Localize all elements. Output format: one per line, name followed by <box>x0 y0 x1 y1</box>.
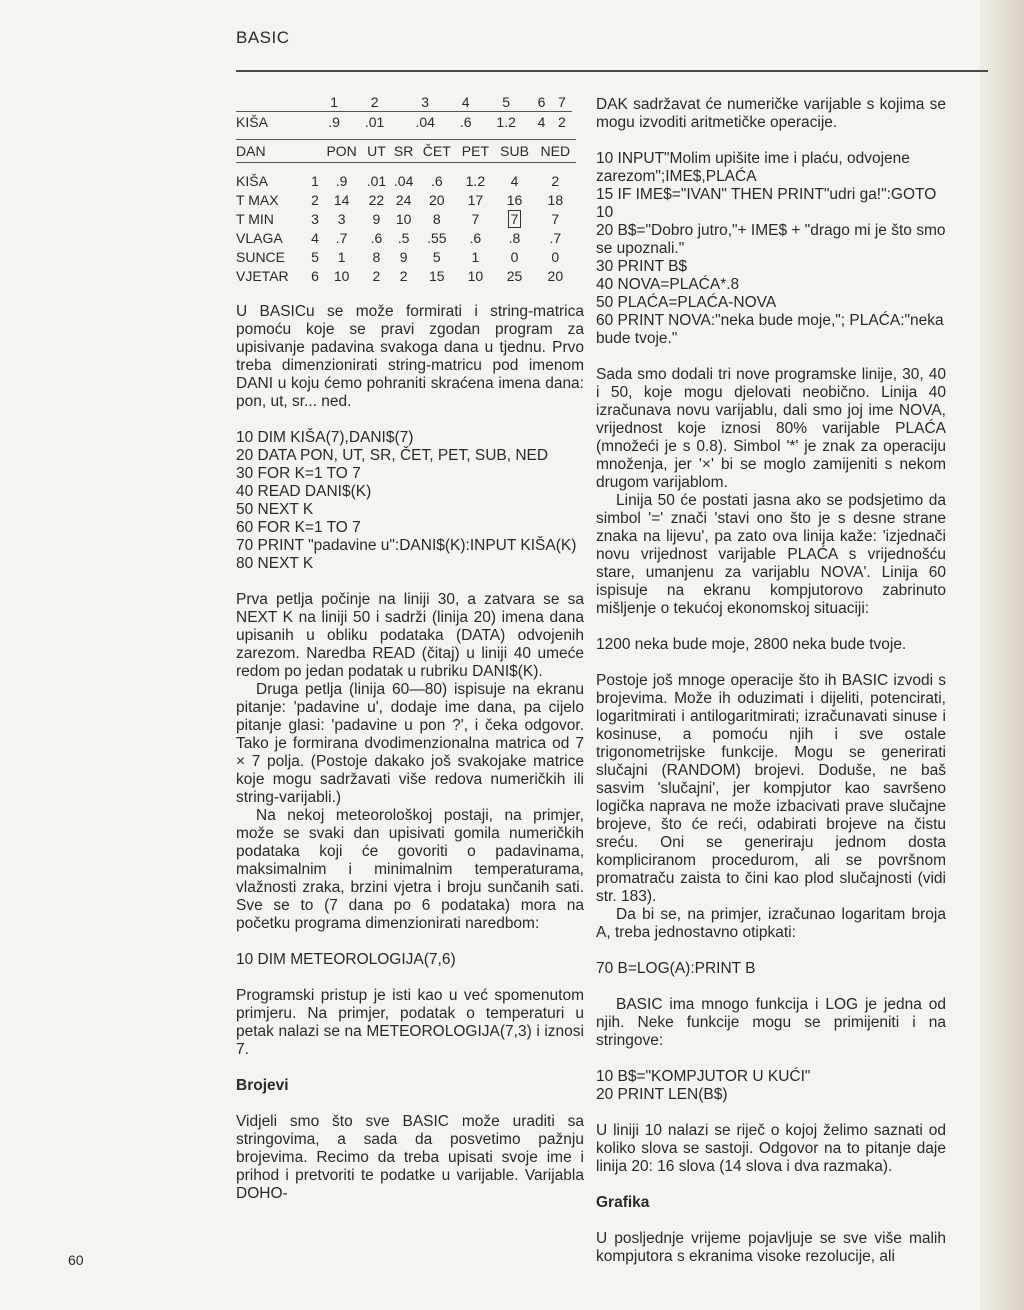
table-cell: 1 <box>311 172 319 189</box>
code-line: 60 PRINT NOVA:"neka bude moje,"; PLAĆA:"neka bude tvoje." <box>596 312 948 347</box>
header-rule <box>236 70 988 72</box>
code-line: 40 READ DANI$(K) <box>236 483 372 500</box>
paragraph: Prva petlja počinje na liniji 30, a zatvara se sa NEXT K na liniji 50 i sadrži (linija 20) imena dana upisanih u obliku podataka (DATA) odvojenih zarezom. Naredba READ (čitaj) u liniji 40 umeće redom po jedan podatak u rubriku DANI$(K). <box>236 591 584 680</box>
table-cell: 1.2 <box>465 172 486 189</box>
table-cell: .7 <box>335 229 348 246</box>
table-cell: 17 <box>467 191 484 208</box>
table-cell: .5 <box>397 229 410 246</box>
code-line: 80 NEXT K <box>236 555 314 572</box>
code-line: 10 INPUT"Molim upišite ime i plaću, odvojene zarezom";IME$,PLAĆA <box>596 150 915 185</box>
boxed-value: 7 <box>508 210 522 228</box>
table-row <box>236 92 572 112</box>
table-cell: 4 <box>510 172 519 189</box>
code-line: 30 PRINT B$ <box>596 258 688 275</box>
column-header: UT <box>363 140 390 163</box>
table-cell: 15 <box>429 267 445 284</box>
paragraph: BASIC ima mnogo funkcija i LOG je jedna od njih. Neke funkcije mogu se primijeniti i na stringove: <box>596 996 946 1049</box>
table-cell: 8 <box>432 210 441 227</box>
table-cell: .01 <box>366 172 387 189</box>
table-cell: .55 <box>427 229 447 246</box>
table-header-row <box>236 140 576 163</box>
table-row <box>236 190 576 209</box>
table-cell: 0 <box>551 248 560 265</box>
program-output: 1200 neka bude moje, 2800 neka bude tvoje. <box>596 636 907 653</box>
code-line: 50 PLAĆA=PLAĆA-NOVA <box>596 294 777 311</box>
code-listing <box>596 150 950 348</box>
table-cell: 10 <box>395 210 412 227</box>
table-cell: VJETAR <box>236 267 289 284</box>
table-cell: 5 <box>311 248 319 265</box>
table-cell: 6 <box>311 267 319 284</box>
table-cell: 2 <box>399 267 408 284</box>
table-cell: 9 <box>399 248 408 265</box>
column-header: DAN <box>236 140 310 163</box>
table-cell: .04 <box>393 172 414 189</box>
right-column <box>596 96 950 1266</box>
page-number: 60 <box>68 1252 84 1268</box>
table-cell: 3 <box>400 92 451 112</box>
table-cell: 2 <box>551 172 560 189</box>
table-cell: .9 <box>335 172 348 189</box>
table-cell: 5 <box>432 248 441 265</box>
table-cell: 3 <box>311 210 319 227</box>
table-cell: 25 <box>506 267 523 284</box>
table-cell: 20 <box>547 267 564 284</box>
table-cell: .9 <box>328 113 340 130</box>
table-cell: 1 <box>337 248 346 265</box>
code-line: 40 NOVA=PLAĆA*.8 <box>596 276 740 293</box>
table-cell: KIŠA <box>236 172 268 189</box>
table-cell: 7 <box>552 92 572 112</box>
table-row <box>236 228 576 247</box>
code-line: 20 PRINT LEN(B$) <box>596 1086 728 1103</box>
code-line: 70 B=LOG(A):PRINT B <box>596 960 756 977</box>
table-cell: 2 <box>557 113 566 130</box>
table-cell: SUNCE <box>236 248 286 265</box>
table-cell: VLAGA <box>236 229 283 246</box>
code-line: 50 NEXT K <box>236 501 314 518</box>
rainfall-table <box>236 92 572 131</box>
table-cell: 9 <box>372 210 381 227</box>
paragraph: Na nekoj meteorološkoj postaji, na primjer, može se svaki dan upisivati gomila numeričkih podataka koji će govoriti o padavinama, maksimalnim i minimalnim temperaturama, vlažnosti zraka, brzini vjetra i broju sunčanih sati. Sve se to (7 dana po 6 podataka) mora na početku programa dimenzionirati naredbom: <box>236 807 584 932</box>
section-heading: Brojevi <box>236 1077 289 1094</box>
column-header <box>310 140 321 163</box>
column-header: PON <box>320 140 362 163</box>
code-line: 10 B$="KOMPJUTOR U KUĆI" <box>596 1068 811 1085</box>
paragraph: Da bi se, na primjer, izračunao logaritam broja A, treba jednostavno otipkati: <box>596 906 946 941</box>
table-cell: 1 <box>319 92 349 112</box>
highlighted-cell <box>494 209 534 228</box>
paragraph: Programski pristup je isti kao u već spomenutom primjeru. Na primjer, podatak o temperaturi u petak nalazi se na METEOROLOGIJA(7,3) i iznosi 7. <box>236 987 584 1058</box>
table-row <box>236 247 576 266</box>
table-row-label: KIŠA <box>236 113 268 130</box>
section-heading: Grafika <box>596 1194 650 1211</box>
table-cell: 0 <box>510 248 519 265</box>
table-cell: .6 <box>430 172 443 189</box>
table-cell: 1.2 <box>496 113 516 130</box>
paragraph: DAK sadržavat će numeričke varijable s kojima se mogu izvoditi aritmetičke operacije. <box>596 96 946 131</box>
table-cell: 4 <box>537 113 546 130</box>
table-cell: 20 <box>429 191 445 208</box>
table-cell: 6 <box>531 92 551 112</box>
column-header: SR <box>390 140 417 163</box>
table-cell: 4 <box>311 229 319 246</box>
paragraph: Druga petlja (linija 60—80) ispisuje na ekranu pitanje: 'padavine u', dodaje ime dana, pa cijelo pitanje glasi: 'padavine u pon ?', i čeka odgovor. Tako je formirana dvodimenzionalna matrica od 7 × 7 polja. (Postoje dakako još svakojake matrice koje mogu sadržavati više redova numeričkih ili string-varijabli.) <box>236 681 584 806</box>
table-cell: .8 <box>508 229 521 246</box>
code-line: 30 FOR K=1 TO 7 <box>236 465 361 482</box>
paragraph: Vidjeli smo što sve BASIC može uraditi sa stringovima, a sada da posvetimo pažnju brojevima. Recimo da treba upisati svoje ime i prihod i pretvoriti te podatke u varijable. Varijabla DOHO- <box>236 1113 584 1202</box>
code-line: 15 IF IME$="IVAN" THEN PRINT"udri ga!":GOTO 10 <box>596 186 941 221</box>
table-cell: 2 <box>372 267 381 284</box>
paragraph: U posljednje vrijeme pojavljuje se sve više malih kompjutora s ekranima visoke rezolucije, ali <box>596 1230 946 1265</box>
column-header: SUB <box>494 140 534 163</box>
table-cell: 14 <box>333 191 350 208</box>
table-row <box>236 209 576 228</box>
code-line: 60 FOR K=1 TO 7 <box>236 519 361 536</box>
table-row <box>236 266 576 285</box>
page-edge-shadow <box>980 0 1024 1310</box>
table-cell: .6 <box>459 113 472 130</box>
column-header: PET <box>456 140 494 163</box>
table-cell: 10 <box>467 267 484 284</box>
code-line: 70 PRINT "padavine u":DANI$(K):INPUT KIŠA(K) <box>236 537 577 554</box>
table-cell: 8 <box>372 248 381 265</box>
paragraph: Linija 50 će postati jasna ako se podsjetimo da simbol '=' znači 'stavi ono što je s desne strane znaka na lijevu', pa zato ova linija kaže: 'izjednači novu vrijednost varijable PLAĆA s vrijednošću stare, umanjenu za varijablu NOVA'. Linija 60 ispisuje na ekranu kompjutorovo zabrinuto mišljenje o tekućoj ekonomskoj situaciji: <box>596 492 946 617</box>
column-header: ČET <box>417 140 456 163</box>
table-cell: 2 <box>311 191 319 208</box>
table-row <box>236 112 572 132</box>
paragraph: U BASICu se može formirati i string-matrica pomoću koje se pravi zgodan program za upisivanje padavina svakoga dana u tjednu. Prvo treba dimenzionirati string-matricu pod imenom DANI u koju ćemo pohraniti skraćena imena dana: pon, ut, sr... ned. <box>236 303 584 410</box>
column-header: NED <box>535 140 576 163</box>
code-line: 10 DIM METEOROLOGIJA(7,6) <box>236 951 456 968</box>
table-cell: 7 <box>471 210 480 227</box>
table-cell: T MIN <box>236 210 274 227</box>
paragraph: U liniji 10 nalazi se riječ o kojoj želimo saznati od koliko slova se sastoji. Odgovor na to pitanje daje linija 20: 16 slova (14 slova i dva razmaka). <box>596 1122 946 1175</box>
table-cell: .01 <box>364 113 385 130</box>
table-cell: .6 <box>370 229 383 246</box>
running-header: BASIC <box>236 28 290 47</box>
weather-table <box>236 139 576 285</box>
table-cell: .6 <box>469 229 482 246</box>
code-line: 20 B$="Dobro jutro,"+ IME$ + "drago mi je što smo se upoznali." <box>596 222 950 257</box>
code-line: 10 DIM KIŠA(7),DANI$(7) <box>236 429 414 446</box>
paragraph: Sada smo dodali tri nove programske linije, 30, 40 i 50, koje mogu djelovati neobično. Linija 40 izračunava novu varijablu, dali smo joj ime NOVA, vrijednost koje iznosi 80% varijable PLAĆA (množeći je s 0.8). Simbol '*' je znak za operaciju množenja, jer '×' bi se moglo zamijeniti s nekom drugom varijablom. <box>596 366 946 491</box>
table-cell: 7 <box>551 210 560 227</box>
table-cell: 4 <box>450 92 480 112</box>
table-cell: T MAX <box>236 191 279 208</box>
table-cell: 24 <box>395 191 412 208</box>
table-cell: 2 <box>349 92 400 112</box>
code-listing <box>236 429 584 573</box>
table-cell: 5 <box>481 92 532 112</box>
code-listing <box>596 1068 946 1104</box>
table-cell: 16 <box>506 191 523 208</box>
table-cell: .7 <box>549 229 562 246</box>
table-cell: 18 <box>547 191 564 208</box>
table-cell: 22 <box>368 191 385 208</box>
table-cell: 3 <box>337 210 346 227</box>
paragraph: Postoje još mnoge operacije što ih BASIC izvodi s brojevima. Može ih oduzimati i dijeliti, potencirati, logaritmirati i antilogaritmirati; izračunavati sinuse i kosinuse, a pomoću njih i sve ostale trigonometrijske funkcije. Mogu se generirati slučajni (RANDOM) brojevi. Doduše, ne baš sasvim 'slučajni', jer kompjutor kao savršeno logička naprava ne može izbacivati prave slučajne brojeve, što će reći, odabirati brojeve na čistu sreću. Oni se generiraju jednom dosta kompliciranom procedurom, ali se površnom promatraču zaista to čini kao plod slučajnosti (vidi str. 183). <box>596 672 946 905</box>
table-cell: .04 <box>415 113 435 130</box>
table-cell: 1 <box>471 248 480 265</box>
table-cell: 10 <box>333 267 350 284</box>
left-column <box>236 92 584 1203</box>
code-line: 20 DATA PON, UT, SR, ČET, PET, SUB, NED <box>236 447 549 464</box>
table-row <box>236 171 576 190</box>
